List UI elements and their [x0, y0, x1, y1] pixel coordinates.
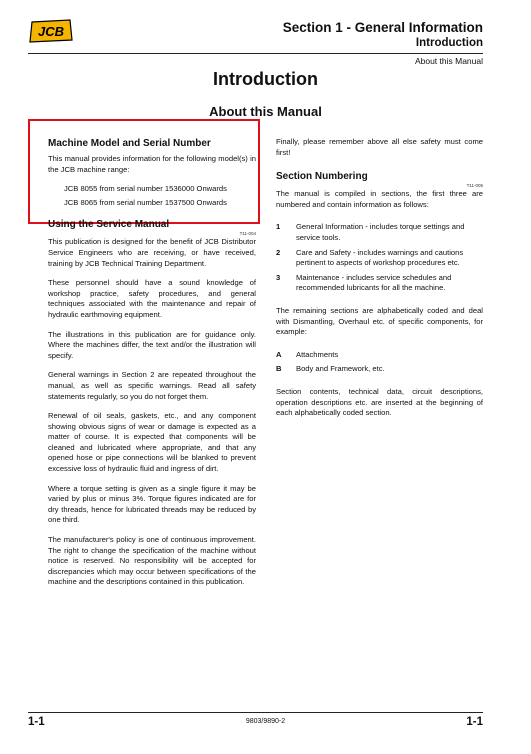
numbering-text: The manual is compiled in sections, the first three are numbered and contain information as follows:: [276, 189, 483, 209]
breadcrumb: About this Manual: [414, 56, 483, 66]
list-item: [276, 364, 483, 375]
jcb-logo: [28, 18, 74, 44]
header-subtitle: Introduction: [415, 37, 483, 49]
page-number-right: 1-1: [466, 716, 483, 728]
list-key: A: [276, 349, 282, 359]
numbered-section-list: [276, 222, 483, 294]
list-key: 1: [276, 222, 281, 232]
service-manual-heading: Using the Service Manual: [48, 219, 170, 231]
footer-divider: [28, 712, 483, 713]
page-title: Introduction: [213, 69, 318, 89]
list-key: 2: [276, 247, 281, 257]
list-item: [276, 350, 483, 361]
document-number: 9803/9890-2: [245, 718, 286, 725]
list-key: 3: [276, 272, 281, 282]
section-title: Section 1 - General Information: [282, 20, 483, 35]
left-column: [48, 137, 256, 597]
section-numbering-heading: Section Numbering: [276, 171, 368, 183]
header-divider: [28, 53, 483, 54]
page-number-left: 1-1: [28, 716, 45, 728]
service-manual-code: T11-004: [239, 231, 256, 237]
list-item: [276, 248, 483, 269]
paragraph: These personnel should have a sound knowledge of workshop practice, safety procedures, and general techniques associated with the maintenance and repair of hydraulic earthmoving equipment.: [48, 278, 256, 319]
remaining-sections-text: The remaining sections are alphabetically coded and deal with Dismantling, Overhaul etc. of specific components, for example:: [276, 305, 483, 337]
logo-text: JCB: [37, 24, 65, 39]
list-text: Maintenance - includes service schedules and recommended lubricants for all the machine.: [296, 272, 452, 293]
list-item: [276, 273, 483, 294]
paragraph: Renewal of oil seals, gaskets, etc., and any component showing obvious signs of wear or damage is expected as a matter of course. It is expected that components will be cleaned and lubricated where appropriate, and that any opened hose or pipe connections will be blanked to prevent excessive loss of hydraulic fluid and ingress of dirt.: [48, 411, 256, 474]
list-text: Attachments: [296, 349, 339, 359]
right-column: [276, 137, 483, 428]
safety-reminder: Finally, please remember above all else safety must come first!: [276, 137, 483, 157]
list-text: General Information - includes torque settings and service tools.: [296, 222, 465, 242]
paragraph: Where a torque setting is given as a single figure it may be varied by plus or minus 3%. Torque figures indicated are for dry threads, hence for lubricated threads may be reduced by one third.: [48, 483, 256, 525]
paragraph: General warnings in Section 2 are repeated throughout the manual, as well as specific warnings. Read all safety statements regularly, so you do not forget them.: [48, 370, 256, 401]
model-line: JCB 8065 from serial number 1537500 Onwards: [64, 197, 227, 207]
machine-model-heading: Machine Model and Serial Number: [48, 138, 211, 149]
list-text: Body and Framework, etc.: [296, 364, 385, 374]
list-text: Care and Safety - includes warnings and cautions pertinent to aspects of workshop procedures etc.: [296, 247, 464, 268]
section-contents-text: Section contents, technical data, circuit descriptions, operation descriptions etc. are inserted at the beginning of each alphabetically coded section.: [276, 386, 483, 418]
list-key: B: [276, 364, 282, 374]
lettered-section-list: [276, 350, 483, 375]
model-line: JCB 8055 from serial number 1536000 Onwards: [64, 184, 227, 194]
paragraph: This publication is designed for the benefit of JCB Distributor Service Engineers who are receiving, or have received, training by JCB Technical Training Department.: [48, 237, 256, 268]
machine-model-text: This manual provides information for the following model(s) in the JCB machine range:: [48, 154, 256, 174]
paragraph: The illustrations in this publication are for guidance only. Where the machines differ, the text and/or the illustration will specify.: [48, 329, 256, 360]
page-subtitle: About this Manual: [209, 104, 322, 119]
list-item: [276, 222, 483, 243]
paragraph: The manufacturer's policy is one of continuous improvement. The right to change the specification of the machine without notice is reserved. No responsibility will be accepted for discrepancies which may occur between specifications of the machine and the descriptions contained in this publication.: [48, 535, 256, 587]
section-numbering-code: T11-005: [466, 183, 483, 189]
